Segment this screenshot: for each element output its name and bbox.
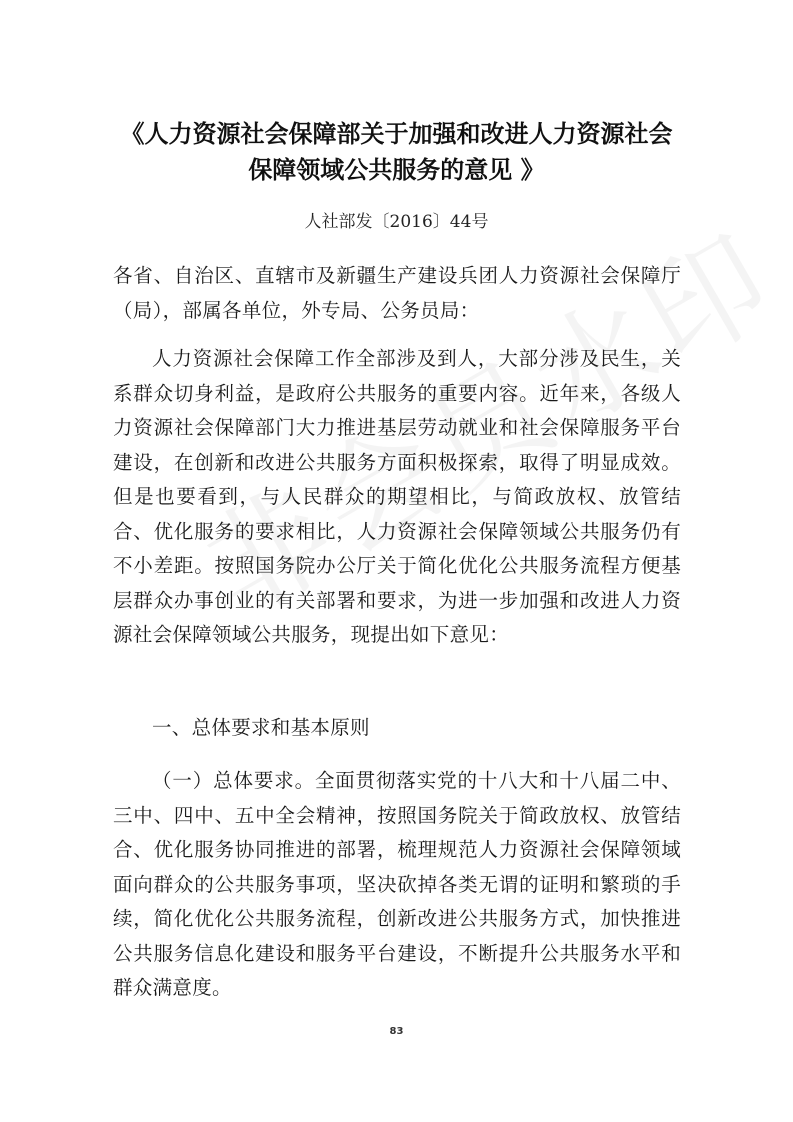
page-number: 83 [389,1026,404,1037]
document-title-line-2: 保障领域公共服务的意见 》 [248,156,545,184]
section-1-paragraph: （一）总体要求。全面贯彻落实党的十八大和十八届二中、三中、四中、五中全会精神，按照国务院关于简政放权、放管结合、优化服务协同推进的部署，梳理规范人力资源社会保障领域面向群众的公共服务事项，坚决砍掉各类无谓的证明和繁琐的手续，简化优化公共服务流程，创新改进公共服务方式，加快推进公共服务信息化建设和服务平台建设，不断提升公共服务水平和群众满意度。 [113,769,681,999]
section-heading-1: 一、总体要求和基本原则 [152,716,370,739]
addressee-paragraph: 各省、自治区、直辖市及新疆生产建设兵团人力资源社会保障厅（局），部属各单位，外专局、公务员局： [113,264,681,322]
intro-paragraph: 人力资源社会保障工作全部涉及到人，大部分涉及民生，关系群众切身利益，是政府公共服务的重要内容。近年来，各级人力资源社会保障部门大力推进基层劳动就业和社会保障服务平台建设，在创新和改进公共服务方面积极探索，取得了明显成效。但是也要看到，与人民群众的期望相比，与简政放权、放管结合、优化服务的要求相比，人力资源社会保障领域公共服务仍有不小差距。按照国务院办公厅关于简化优化公共服务流程方便基层群众办事创业的有关部署和要求，为进一步加强和改进人力资源社会保障领域公共服务，现提出如下意见： [113,347,681,646]
document-title-line-1: 《人力资源社会保障部关于加强和改进人力资源社会 [120,120,673,148]
document-number: 人社部发〔2016〕44号 [304,212,489,232]
